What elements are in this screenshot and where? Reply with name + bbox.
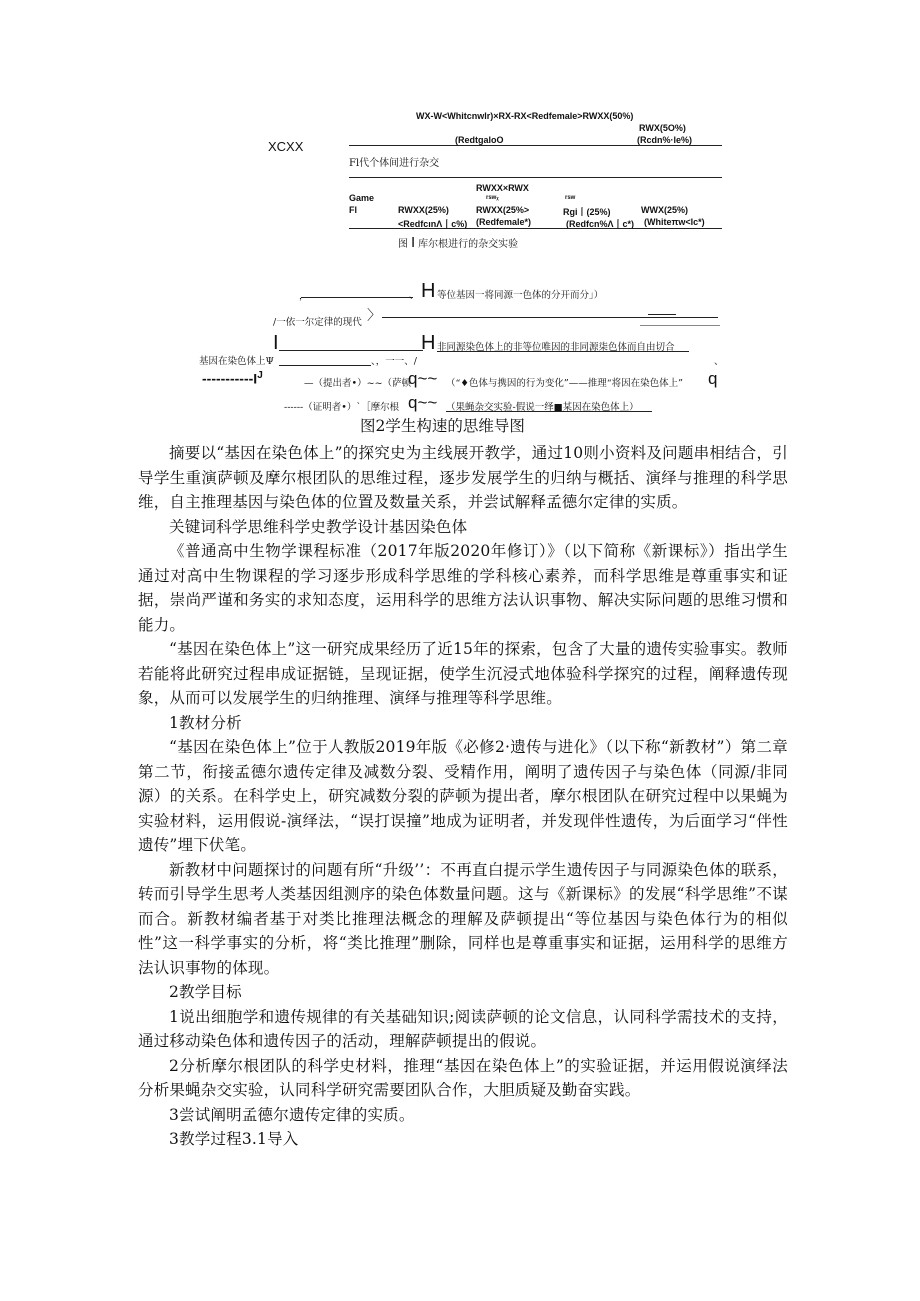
section-heading: 2教学目标 [169, 983, 242, 1001]
mm-line4-mid: 、，一一、/ [371, 356, 417, 367]
mm-line2-mark: 〉 [367, 308, 381, 324]
mm-line [446, 411, 652, 412]
mm-line [382, 317, 718, 318]
paragraph: 3尝试阐明孟德尔遗传定律的实质。 [169, 1105, 415, 1124]
mm-line1-text: 等位基因一将同源一色体的分开而分」） [437, 290, 604, 301]
mm-line [301, 297, 413, 298]
section-heading: 3教学过程3.1导入 [169, 1130, 299, 1148]
paragraph: “基因在染色体上”位于人教版2019年版《必修2·遗传与进化》（以下称“新教材”）第二章第二节，衔接孟德尔遗传定律及减数分裂、受精作用，阐明了遗传因子与染色体（同源/非同源）的关系。在科学史上，研究减数分裂的萨顿为提出者，摩尔根团队在研究过程中以果蝇为实验材料，运用假说-演绎法，“误打误撞”地成为证明者，并发现伴性遗传，为后面学习“伴性遗传”埋下伏笔。 [138, 738, 788, 854]
offspring-4-phenotype: (Whiteπw<lc*) [644, 217, 705, 227]
mm-line5-a: —（提出者•）~~（萨顿 [304, 378, 412, 389]
offspring-2-genotype: RWXX(25%> [476, 205, 530, 215]
offspring-3-phenotype: (Redfcn%Λ丨c*) [566, 219, 635, 229]
paragraph: “基因在染色体上”这一研究成果经历了近15年的探索，包含了大量的遗传实验事实。教师若能将此研究过程串成证据链，呈现证据，使学生沉浸式地体验科学探究的过程，阐释遗传现象，从而可以发展学生的归纳推理、演绎与推理等科学思维。 [138, 640, 788, 707]
mm-line4-text: 基因在染色体上Ψ [199, 356, 274, 367]
offspring-2-phenotype: (Redfemale*) [476, 217, 532, 227]
mm-line5-sup: J [257, 370, 263, 381]
divider-line [349, 177, 722, 178]
divider-line [349, 145, 722, 146]
mm-line5-dash-text: -----------I [202, 370, 258, 387]
paragraph: 《普通高中生物学课程标准（2017年版2020年修订）》（以下简称《新课标》）指出学生通过对高中生物课程的学习逐步形成科学思维的学科核心素养，而科学思维是尊重事实和证据，崇尚严谨和务实的求知态度，运用科学的思维方法认识事物、解决实际问题的思维习惯和能力。 [138, 542, 788, 634]
mm-line6-a: ------（证明者•）`［摩尔根 [284, 402, 400, 413]
offspring-3-genotype: Rgi丨(25%) [563, 207, 611, 217]
paragraph: 1说出细胞学和遗传规律的有关基础知识;阅读萨顿的论文信息，认同科学需技术的支持，通过移动染色体和遗传因子的活动，理解萨顿提出的假说。 [138, 1007, 788, 1050]
cross-header: WX-W<Whitcnwlr)×RX-RX<Redfemale>RWXX(50%) [416, 111, 634, 121]
mm-line [279, 365, 371, 366]
paragraph: 2分析摩尔根团队的科学史材料，推理“基因在染色体上”的实验证据，并运用假说演绎法分析果蝇杂交实验，认同科学研究需要团队合作，大胆质疑及勤奋实践。 [138, 1056, 788, 1099]
article-body [138, 441, 788, 1152]
caption-bar: I [411, 234, 416, 251]
mm-line [437, 351, 689, 352]
section-heading: 1教材分析 [169, 713, 242, 732]
mm-line1-prefix: ， [299, 291, 309, 302]
abstract-paragraph: 摘要以“基因在染色体上”的探究史为主线展开教学，通过10则小资料及问题串相结合，引导学生重演萨顿及摩尔根团队的思维过程，逐步发展学生的归纳与概括、演绎与推理的科学思维，自主推理基因与染色体的位置及数量关系，并尝试解释孟德尔定律的实质。 [138, 444, 788, 511]
mm-line6-q: q~~ [408, 393, 438, 412]
mm-line5-q2: q [708, 369, 718, 388]
offspring-1-phenotype: <RedfcınΛ丨c%) [398, 219, 468, 229]
mm-line3-big-h: H [421, 332, 436, 354]
xcxx-label: XCXX [268, 139, 304, 154]
paragraph: 新教材中问题探讨的问题有所“升级’’：不再直白提示学生遗传因子与同源染色体的联系，转而引导学生思考人类基因组测序的染色体数量问题。这与《新课标》的发展“科学思维”不谋而合。新教材编者基于对类比推理法概念的理解及萨顿提出“等位基因与染色体行为的相似性”这一科学事实的分析，将“类比推理”删除，同样也是尊重事实和证据，运用科学的思维方法认识事物的体现。 [138, 860, 788, 977]
rsw-label: rsw [565, 195, 576, 201]
mm-line [279, 350, 423, 351]
keywords-line: 关键词科学思维科学史教学设计基因染色体 [169, 517, 468, 536]
mm-line2-text: /一依一尔定律的现代 [273, 317, 362, 328]
redtgaloo-label: (RedtgaloO [455, 135, 504, 145]
mm-line5-b: （“♦色体与携因的行为变化”——推理“将因在染色体上” [446, 378, 683, 389]
mm-line [648, 314, 676, 315]
offspring-1-genotype: RWXX(25%) [398, 205, 449, 215]
figure-1-caption [398, 236, 518, 252]
rswx-label: rswᵪ [486, 195, 499, 201]
rwx-50-label: RWX(5O%) [639, 123, 686, 133]
mm-line5-q: q~~ [408, 369, 438, 388]
mm-line5-dashes [202, 370, 263, 387]
mm-line1-big-h: H [421, 280, 436, 302]
rcdn-label: (Rcdn%·le%) [637, 135, 693, 145]
rwxx-cross-label: RWXX×RWX [476, 183, 529, 193]
offspring-4-genotype: WWX(25%) [641, 205, 688, 215]
mm-line3-text: 非同源染色体上的非等位唯因的非同源柒色体而自由切合 [437, 342, 675, 353]
fl-label: Fl [349, 205, 357, 215]
game-label: Game [349, 193, 375, 203]
mm-line1-dash: 、 [409, 290, 419, 301]
mm-line6-b: （果蝇杂交实验-假说一绎■某因在染色体上） [446, 402, 639, 413]
mm-line [640, 325, 720, 326]
f1-cross-label: Fl代个体间进行杂交 [349, 158, 440, 169]
mm-line4-end: 、 [714, 356, 724, 367]
figure-2-caption: 图2学生构速的思维导图 [360, 417, 525, 435]
divider-line [349, 228, 722, 229]
caption-text: 库尔根进行的杂交实验 [418, 239, 519, 250]
caption-prefix: 图 [398, 239, 408, 250]
mm-line3-big-i: I [273, 332, 279, 354]
